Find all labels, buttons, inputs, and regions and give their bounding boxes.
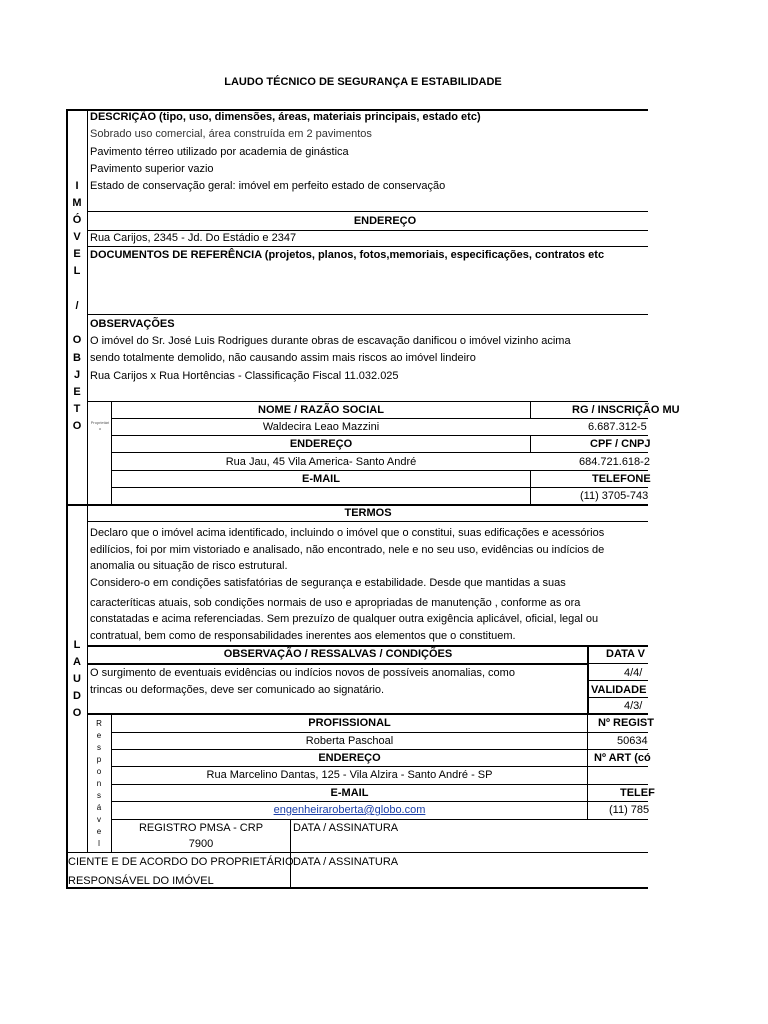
rule bbox=[88, 314, 648, 315]
rule bbox=[88, 401, 648, 402]
observacoes-line-1: O imóvel do Sr. José Luis Rodrigues durante obras de escavação danificou o imóvel vizinho acima bbox=[90, 335, 571, 347]
rule bbox=[88, 246, 648, 247]
ressalvas-bottom-rule bbox=[87, 713, 648, 715]
rule bbox=[589, 663, 648, 664]
termos-line-6: constatadas e acima referenciadas. Sem prezuízo de qualquer outra exigência aplicável, oficial, legal ou bbox=[90, 613, 599, 625]
profissional-email-header: E-MAIL bbox=[330, 787, 369, 799]
profissional-endereco-header: ENDEREÇO bbox=[318, 752, 381, 764]
rule bbox=[112, 418, 648, 419]
imovel-side-letter: O bbox=[72, 420, 82, 432]
imovel-side-letter: M bbox=[72, 197, 82, 209]
ressalvas-top-rule bbox=[87, 645, 648, 647]
observacoes-line-2: sendo totalmente demolido, não causando assim mais riscos ao imóvel lindeiro bbox=[90, 352, 476, 364]
data-vistoria-value: 4/4/ bbox=[624, 667, 643, 679]
col-divider bbox=[290, 819, 291, 888]
laudo-side-letter: D bbox=[73, 690, 81, 702]
responsavel-side-letter: s bbox=[97, 791, 101, 800]
descricao-line-4: Estado de conservação geral: imóvel em perfeito estado de conservação bbox=[90, 180, 446, 192]
imovel-side-letter: E bbox=[73, 248, 81, 260]
profissional-header: PROFISSIONAL bbox=[308, 717, 391, 729]
frame-bottom bbox=[66, 887, 648, 889]
profissional-email-link[interactable] bbox=[112, 804, 587, 816]
rule bbox=[589, 680, 648, 681]
imovel-side-letter: B bbox=[73, 352, 81, 364]
proprietario-endereco: Rua Jau, 45 Vila America- Santo André bbox=[225, 456, 417, 468]
imovel-side-letter: J bbox=[73, 369, 81, 381]
descricao-line-1: Sobrado uso comercial, área construída em 2 pavimentos bbox=[90, 128, 372, 140]
documentos-header: DOCUMENTOS DE REFERÊNCIA (projetos, planos, fotos,memoriais, especificações, contratos etc bbox=[90, 249, 605, 261]
imovel-side-letter: / bbox=[75, 300, 79, 312]
ressalvas-line-1: O surgimento de eventuais evidências ou indícios novos de possíveis anomalias, como bbox=[90, 667, 515, 679]
profissional-endereco: Rua Marcelino Dantas, 125 - Vila Alzira - Santo André - SP bbox=[206, 769, 493, 781]
ciente-line-2: RESPONSÁVEL DO IMÓVEL bbox=[68, 875, 214, 887]
profissional-email[interactable]: engenheiraroberta@globo.com bbox=[273, 804, 426, 816]
responsavel-side-letter: á bbox=[96, 803, 102, 812]
proprietario-endereco-header: ENDEREÇO bbox=[289, 438, 353, 450]
profissional-registro-header: Nº REGIST bbox=[598, 717, 654, 729]
proprietario-nome: Waldecira Leao Mazzini bbox=[262, 421, 380, 433]
termos-line-3: anomalia ou situação de risco estrutural. bbox=[90, 560, 288, 572]
proprietario-rg: 6.687.312-5 bbox=[588, 421, 647, 433]
imovel-endereco: Rua Carijos, 2345 - Jd. Do Estádio e 2347 bbox=[90, 232, 297, 244]
laudo-side-letter: A bbox=[73, 656, 81, 668]
document-title: LAUDO TÉCNICO DE SEGURANÇA E ESTABILIDADE bbox=[224, 76, 502, 88]
laudo-side-letter: L bbox=[73, 639, 81, 651]
rule bbox=[66, 852, 648, 853]
responsavel-side-letter: n bbox=[96, 779, 102, 788]
proprietario-cpf-header: CPF / CNPJ bbox=[590, 438, 651, 450]
imovel-side-letter: E bbox=[73, 386, 81, 398]
imovel-side-letter: O bbox=[72, 334, 82, 346]
responsavel-side-letter: s bbox=[97, 743, 101, 752]
proprietario-cpf: 684.721.618-2 bbox=[579, 456, 650, 468]
frame-mid bbox=[66, 504, 648, 506]
responsavel-side-letter: v bbox=[97, 815, 101, 824]
rule bbox=[112, 749, 648, 750]
rule bbox=[112, 470, 648, 471]
col-divider bbox=[587, 715, 588, 819]
validade-header: VALIDADE bbox=[591, 684, 647, 696]
profissional-art-header: Nº ART (có bbox=[594, 752, 651, 764]
validade-value: 4/3/ bbox=[624, 700, 643, 712]
imovel-side-letter: L bbox=[73, 265, 81, 277]
ressalvas-header: OBSERVAÇÃO / RESSALVAS / CONDIÇÕES bbox=[223, 648, 453, 660]
profissional-nome: Roberta Paschoal bbox=[305, 735, 394, 747]
proprietario-nome-header: NOME / RAZÃO SOCIAL bbox=[258, 404, 384, 416]
registro-pmsa-number: 7900 bbox=[188, 838, 214, 850]
responsavel-side-letter: e bbox=[96, 827, 102, 836]
responsavel-side-letter: e bbox=[96, 731, 102, 740]
responsavel-side-letter: p bbox=[96, 755, 102, 764]
ressalvas-header-rule bbox=[87, 663, 587, 665]
ciente-line-1: CIENTE E DE ACORDO DO PROPRIETÁRIO bbox=[68, 856, 294, 868]
termos-header: TERMOS bbox=[344, 507, 392, 519]
imovel-side-letter: T bbox=[73, 403, 81, 415]
rule bbox=[88, 521, 648, 522]
rule bbox=[112, 784, 648, 785]
imovel-side-letter: I bbox=[75, 180, 79, 192]
proprietario-telefone-header: TELEFONE bbox=[592, 473, 651, 485]
rule bbox=[112, 487, 648, 488]
termos-line-5: caracteríticas atuais, sob condições normais de uso e apropriadas de manutenção , conforme as ora bbox=[90, 597, 581, 609]
termos-line-4: Considero-o em condições satisfatórias de segurança e estabilidade. Desde que mantidas a suas bbox=[90, 577, 566, 589]
proprietario-telefone: (11) 3705-743 bbox=[580, 490, 649, 502]
data-assinatura-profissional: DATA / ASSINATURA bbox=[293, 822, 399, 834]
responsavel-side-letter: o bbox=[96, 767, 102, 776]
rule bbox=[112, 766, 648, 767]
registro-pmsa-label: REGISTRO PMSA - CRP bbox=[138, 822, 264, 834]
rule bbox=[88, 211, 648, 212]
profissional-telefone: (11) 785 bbox=[609, 804, 650, 816]
profissional-registro: 50634 bbox=[617, 735, 648, 747]
responsavel-side-letter: l bbox=[98, 839, 100, 848]
data-assinatura-proprietario: DATA / ASSINATURA bbox=[293, 856, 399, 868]
termos-line-2: edilícios, foi por mim vistoriado e analisado, não encontrado, nele e no seu uso, evidências ou indícios de bbox=[90, 544, 605, 556]
observacoes-header: OBSERVAÇÕES bbox=[90, 318, 175, 330]
rule bbox=[112, 452, 648, 453]
endereco-header: ENDEREÇO bbox=[353, 215, 417, 227]
laudo-side-letter: O bbox=[72, 707, 82, 719]
descricao-line-2: Pavimento térreo utilizado por academia de ginástica bbox=[90, 146, 349, 158]
proprietario-rg-header: RG / INSCRIÇÃO MU bbox=[572, 404, 680, 416]
imovel-side-letter: Ó bbox=[72, 214, 82, 226]
rule bbox=[112, 732, 648, 733]
rule bbox=[112, 801, 648, 802]
descricao-line-3: Pavimento superior vazio bbox=[90, 163, 214, 175]
rule bbox=[88, 230, 648, 231]
descricao-header: DESCRIÇÃO (tipo, uso, dimensões, áreas, materiais principais, estado etc) bbox=[90, 111, 481, 123]
termos-line-7: contratual, bem como de responsabilidades inerentes aos elementos que o constituem. bbox=[90, 630, 516, 642]
col-divider bbox=[530, 435, 531, 452]
imovel-side-letter: V bbox=[73, 231, 81, 243]
proprietario-email-header: E-MAIL bbox=[302, 473, 340, 485]
laudo-side-letter: U bbox=[73, 673, 81, 685]
rule bbox=[112, 819, 648, 820]
ressalvas-line-2: trincas ou deformações, deve ser comunicado ao signatário. bbox=[90, 684, 385, 696]
termos-line-1: Declaro que o imóvel acima identificado, incluindo o imóvel que o constitui, suas edificações e acessórios bbox=[90, 527, 605, 539]
rule bbox=[589, 697, 648, 698]
profissional-telefone-header: TELEF bbox=[620, 787, 655, 799]
rule bbox=[112, 435, 648, 436]
observacoes-line-3: Rua Carijos x Rua Hortências - Classificação Fiscal 11.032.025 bbox=[90, 370, 399, 382]
proprietario-side-label: Proprietário bbox=[90, 420, 110, 431]
col-divider bbox=[530, 401, 531, 418]
data-vistoria-header: DATA V bbox=[606, 648, 645, 660]
responsavel-side-letter: R bbox=[96, 719, 102, 728]
